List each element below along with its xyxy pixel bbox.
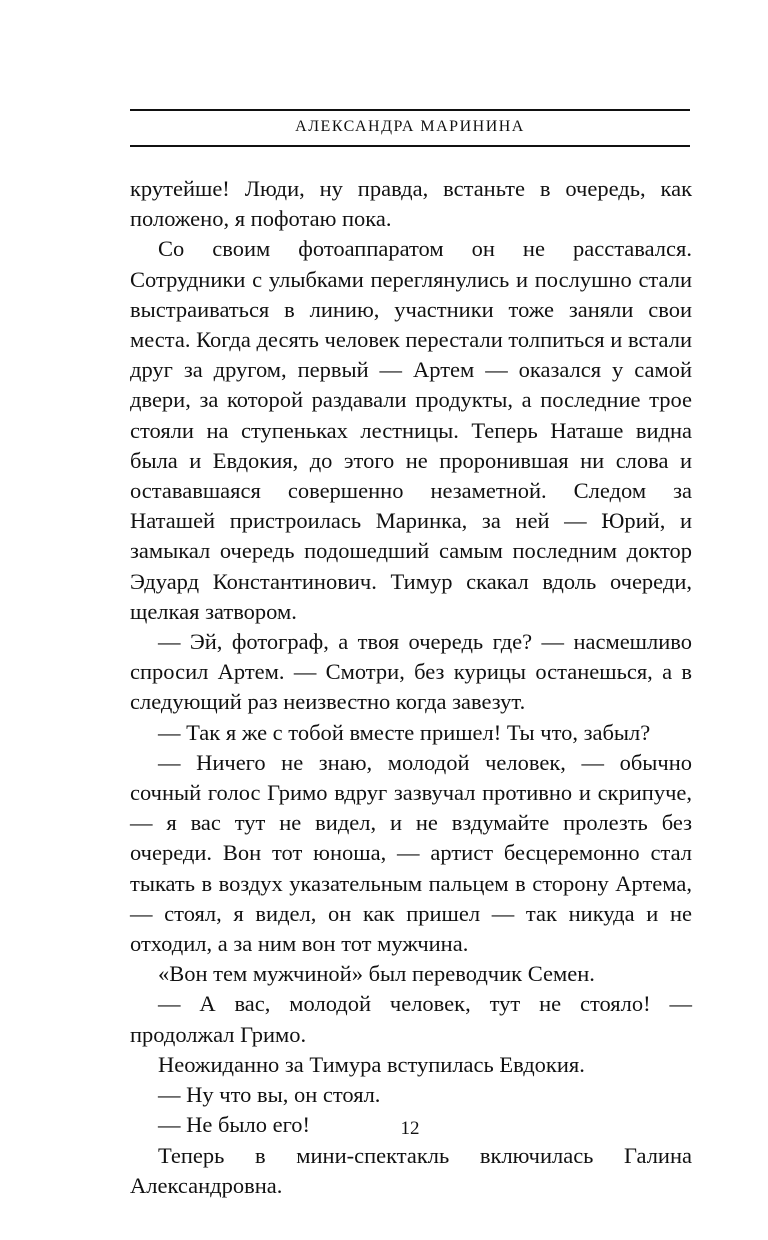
paragraph: — Ну что вы, он стоял. (158, 1082, 381, 1108)
paragraph: — Так я же с тобой вместе пришел! Ты что, забыл? (158, 719, 651, 745)
paragraph: «Вон тем мужчиной» был переводчик Семен. (158, 961, 595, 987)
header-rule-top (130, 109, 690, 111)
paragraph: Теперь в мини-спектакль включилась Галина Александровна. (130, 1142, 692, 1198)
paragraph: — Ничего не знаю, молодой человек, — обычно сочный голос Гримо вдруг зазвучал противно и скрипуче, — я вас тут не видел, и не вздумайте пролезть без очереди. Вон тот юноша, — артист бесцеремонно стал тыкать в воздух указательным пальцем в сторону Артема, — стоял, я видел, он как пришел — так никуда и не отходил, а за ним вон тот мужчина. (130, 749, 692, 957)
paragraph: Со своим фотоаппаратом он не расставался. Сотрудники с улыбками переглянулись и послушно стали выстраиваться в линию, участники тоже заняли свои места. Когда десять человек перестали толпиться и встали друг за другом, первый — Артем — оказался у самой двери, за которой раздавали продукты, а последние трое стояли на ступеньках лестницы. Теперь Наташе видна была и Евдокия, до этого не проронившая ни слова и остававшаяся совершенно незаметной. Следом за Наташей пристроилась Маринка, за ней — Юрий, и замыкал очередь подошедший самым последним доктор Эдуард Константинович. Тимур скакал вдоль очереди, щелкая затвором. (130, 236, 692, 624)
body-text (130, 174, 692, 1201)
page-number: 12 (400, 1118, 420, 1139)
paragraph: Неожиданно за Тимура вступилась Евдокия. (158, 1051, 585, 1077)
paragraph: — Не было его! (158, 1112, 311, 1138)
paragraph: — А вас, молодой человек, тут не стояло! — продолжал Гримо. (130, 991, 692, 1047)
header-rule-bottom (130, 145, 690, 147)
paragraph: крутейше! Люди, ну правда, встаньте в очередь, как положено, я пофотаю пока. (130, 176, 692, 232)
paragraph: — Эй, фотограф, а твоя очередь где? — насмешливо спросил Артем. — Смотри, без курицы останешься, а в следующий раз неизвестно когда завезут. (130, 629, 692, 715)
running-head: АЛЕКСАНДРА МАРИНИНА (295, 118, 525, 135)
